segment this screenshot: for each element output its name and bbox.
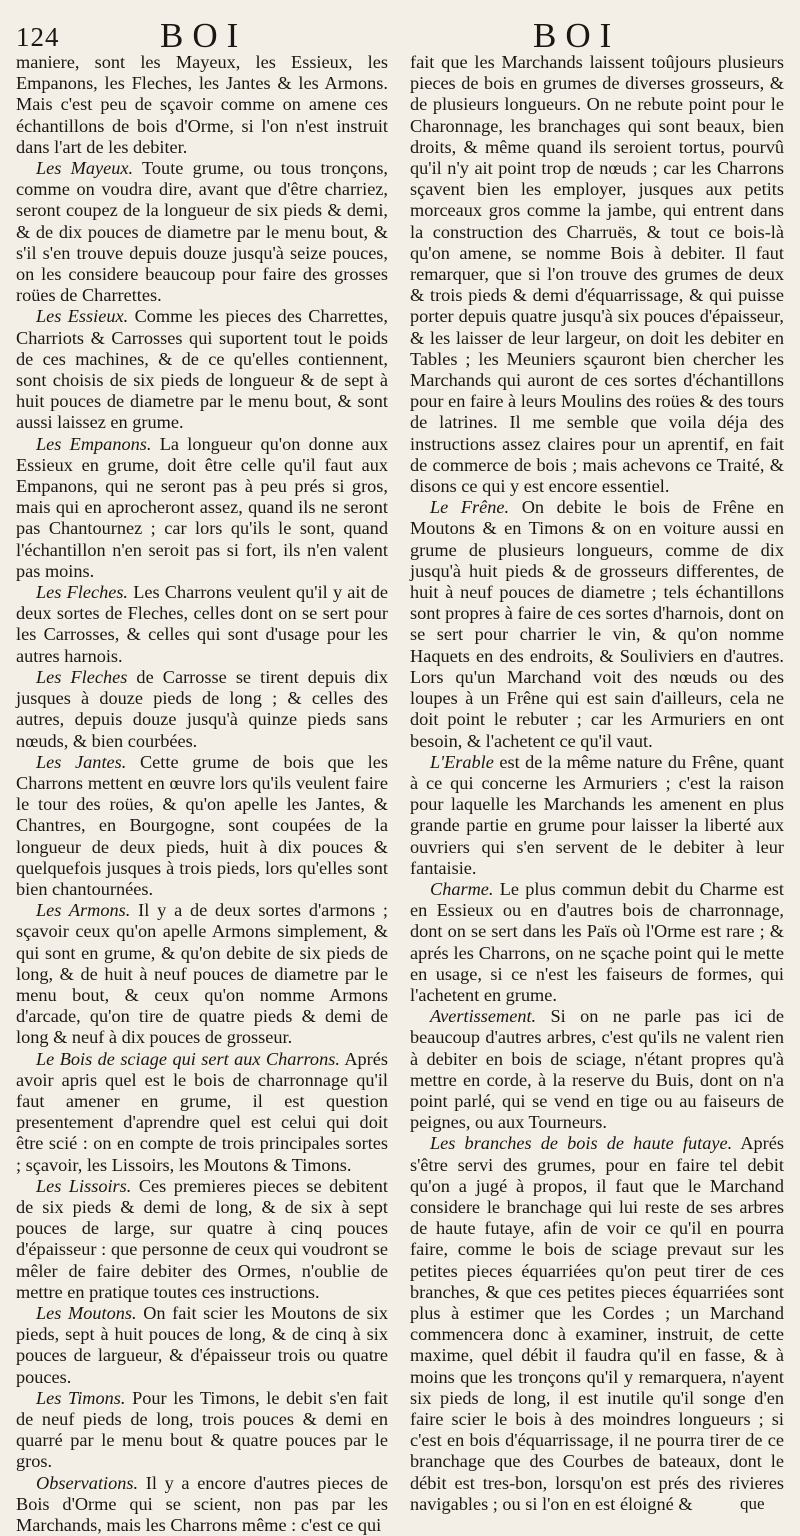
entry-empanons: Les Empanons. La longueur qu'on donne aux Essieux en grume, doit être celle qu'il faut aux Empanons, qui ne seront pas à peu prés si gros, mais qui en aprocheront assez, quand ils ne seront pas Chantournez ; car lors qu'ils le sont, quand l'échantillon n'en seroit pas si fort, ils n'en valent pas moins.: [16, 433, 388, 581]
paragraph-continued: fait que les Marchands laissent toûjours plusieurs pieces de bois en grumes de diverses grosseurs, & de plusieurs longueurs. On ne rebute point pour le Charonnage, les branchages qui sont beaux, bien droits, & même quand ils seroient tortus, pourvû qu'il n'y ait point trop de nœuds ; car les Charrons sçavent bien les employer, jusques aux petits morceaux gros comme la jambe, qui entrent dans la construction des Charruës, & tout ce bois-là qu'on amene, se nomme Bois à debiter. Il faut remarquer, que si l'on trouve des grumes de deux & trois pieds & demi d'équarrissage, & qui puisse porter depuis quatre jusqu'à six pouces d'épaisseur, & les laisser de leur largeur, on doit les debiter en Tables ; les Meuniers sçauront bien chercher les Marchands qui auront de ces sortes d'échantillons pour en faire à leurs Moulins des roües & des tours de latrines. Il me semble que voila déja des instructions assez claires pour un aprentif, en fait de commerce de bois ; mais achevons ce Traité, & disons ce qui y est encore essentiel.: [410, 52, 784, 497]
entry-frene: Le Frêne. On debite le bois de Frêne en Moutons & en Timons & on en voiture aussi en grume de plusieurs longueurs, comme de dix jusqu'à huit pieds & de grosseurs differentes, de huit à neuf pouces de diametre ; tels échantillons sont propres à faire de ces sortes d'harnois, dont on se sert pour charrier le vin, & qu'on nomme Haquets en des endroits, & Souliviers en d'autres. Lors qu'un Marchand voit des nœuds ou des loupes à un Frêne qui est sain d'ailleurs, cela ne doit point le rebuter ; car les Armuriers en ont besoin, & l'achetent ce qu'il vaut.: [410, 497, 785, 751]
entry-avertissement: Avertissement. Si on ne parle pas ici de beaucoup d'autres arbres, c'est qu'ils ne valent rien à debiter en bois de sciage, n'étant propres qu'à mettre en corde, à la reserve du Buis, dont on n'a point parlé, qui se vend en tige ou au faiseurs de peignes, ou aux Tourneurs.: [410, 1006, 784, 1133]
entry-timons: Les Timons. Pour les Timons, le debit s'en fait de neuf pieds de long, trois pouces & demi en quarré par le menu bout & quatre pouces par le gros.: [16, 1387, 388, 1472]
rubric: Les Fleches.: [36, 582, 129, 603]
headword-left: BOI: [160, 16, 248, 55]
entry-essieux: Les Essieux. Comme les pieces des Charrettes, Charriots & Carrosses qui suportent tout le poids de ces machines, & de ce qu'elles contiennent, sont choisis de six pieds de longueur & de sept à huit pouces de diametre par le menu bout, & sont aussi laissez en grume.: [16, 306, 388, 433]
entry-jantes: Les Jantes. Cette grume de bois que les Charrons mettent en œuvre lors qu'ils veulent faire le tour des roües, & qu'on apelle les Jantes, & Chantres, en Bourgogne, sont coupées de la longueur de deux pieds, huit à dix pouces & quelquefois jusques à trois pieds, lors qu'elles sont bien chantournées.: [16, 751, 388, 899]
entry-moutons: Les Moutons. On fait scier les Moutons de six pieds, sept à huit pouces de long, & de cinq à six pouces de largueur, & d'épaisseur trois ou quatre pouces.: [16, 1302, 389, 1387]
rubric: Les Timons.: [36, 1387, 126, 1408]
entry-lissoirs: Les Lissoirs. Ces premieres pieces se debitent de six pieds & demi de long, & de six à sept pouces de large, sur quatre à cinq pouces d'épaisseur : que personne de ceux qui voudront se mêler de faire debiter des Ormes, n'oublie de mettre en pratique toutes ces instructions.: [16, 1175, 388, 1302]
rubric: Le Frêne.: [430, 497, 510, 518]
page-number: 124: [16, 22, 60, 52]
entry-mayeux: Les Mayeux. Toute grume, ou tous tronçons, comme on voudra dire, avant que d'être charriez, seront coupez de la longueur de six pieds & demi, & de dix pouces de diametre par le menu bout, & s'il s'en trouve depuis douze jusqu'à seize pouces, on les considere beaucoup pour faire des grosses roües de Charrettes.: [16, 158, 389, 306]
left-column: [16, 52, 389, 1536]
entry-armons: Les Armons. Il y a de deux sortes d'armons ; sçavoir ceux qu'on apelle Armons simplement, & qui sont en grume, & qu'on debite de six pieds de long, & de huit à neuf pouces de diametre par le menu bout, & ceux qu'on nomme Armons d'arcade, qu'on tire de quatre pieds & demi de long & neuf à dix pouces de grosseur.: [16, 900, 388, 1048]
entry-bois-de-sciage: Le Bois de sciage qui sert aux Charrons. Aprés avoir apris quel est le bois de charronnage qu'il faut amener en grume, il est question presentement d'aprendre quel est celui qui doit être scié : on en compte de trois principales sortes ; sçavoir, les Lissoirs, les Moutons & Timons.: [16, 1048, 388, 1175]
entry-branches-haute-futaye: Les branches de bois de haute futaye. Aprés s'être servi des grumes, pour en faire tel debit qu'on a jugé à propos, il faut que le Marchand considere le branchage qui lui reste de ses arbres de haute futaye, afin de voir ce qu'il en pourra faire, comme le bois de sciage prevaut sur les petites pieces équarriées qu'on peut tirer de ces branches, & que ces petites pieces équarriées sont plus à estimer que les Cordes ; un Marchand commencera donc à examiner, instruit, de cette maxime, quel débit il faudra qu'il en fasse, & à moins que les tronçons qu'il y remarquera, n'ayent six pieds de long, il est inutile qu'il songe d'en faire scier le bois à des moindres longueurs ; si c'est en bois d'équarrissage, il ne pourra tirer de ce branchage que des Courbes de bateaux, dont le débit est tres-bon, lorsqu'on est prés des rivieres navigables ; ou si l'on en est éloigné &: [410, 1133, 784, 1514]
right-column: [410, 52, 785, 1514]
entry-observations: Observations. Il y a encore d'autres pieces de Bois d'Orme qui se scient, non pas par les Marchands, mais les Charrons même : c'est ce qui: [16, 1472, 388, 1536]
rubric: Les Fleches: [36, 666, 128, 687]
entry-erable: L'Erable est de la même nature du Frêne, quant à ce qui concerne les Armuriers ; c'est la raison pour laquelle les Marchands les amenent en plus grande partie en grume pour laisser la liberté aux ouvriers qui s'en servent de le debiter à leur fantaisie.: [410, 751, 784, 878]
rubric: Les Armons.: [36, 900, 131, 921]
rubric: Avertissement.: [430, 1006, 537, 1027]
rubric: Les Jantes.: [36, 751, 127, 772]
rubric: Le Bois de sciage qui sert aux Charrons.: [36, 1048, 340, 1069]
paragraph-continued: maniere, sont les Mayeux, les Essieux, les Empanons, les Fleches, les Jantes & les Armons. Mais c'est peu de sçavoir comme on amene ces échantillons de bois d'Orme, si l'on n'est instruit dans l'art de les debiter.: [16, 52, 388, 157]
rubric: Les Essieux.: [36, 306, 129, 327]
rubric: L'Erable: [430, 751, 494, 772]
catchword: que: [740, 1494, 765, 1513]
headword-right: BOI: [533, 16, 621, 55]
entry-fleches: Les Fleches. Les Charrons veulent qu'il y ait de deux sortes de Fleches, celles dont on se sert pour les Carrosses, & celles qui sont d'usage pour les autres harnois.: [16, 582, 389, 666]
rubric: Les Moutons.: [36, 1302, 137, 1323]
running-header: [0, 14, 800, 54]
rubric: Les Empanons.: [36, 433, 152, 454]
rubric: Les branches de bois de haute futaye.: [430, 1133, 733, 1154]
rubric: Les Lissoirs.: [36, 1175, 132, 1196]
entry-fleches-carrosse: Les Fleches de Carrosse se tirent depuis dix jusques à douze pieds de long ; & celles des autres, depuis douze jusqu'à quinze pieds sans nœuds, & bien courbées.: [16, 666, 388, 751]
rubric: Observations.: [36, 1472, 139, 1493]
rubric: Charme.: [430, 878, 494, 899]
entry-charme: Charme. Le plus commun debit du Charme est en Essieux ou en d'autres bois de charronnage, dont on se sert dans les Païs où l'Orme est rare ; & aprés les Charrons, on ne sçache point qui le mette en usage, si ce n'est les faiseurs de formes, qui l'achetent en grume.: [410, 878, 784, 1005]
rubric: Les Mayeux.: [36, 158, 134, 179]
